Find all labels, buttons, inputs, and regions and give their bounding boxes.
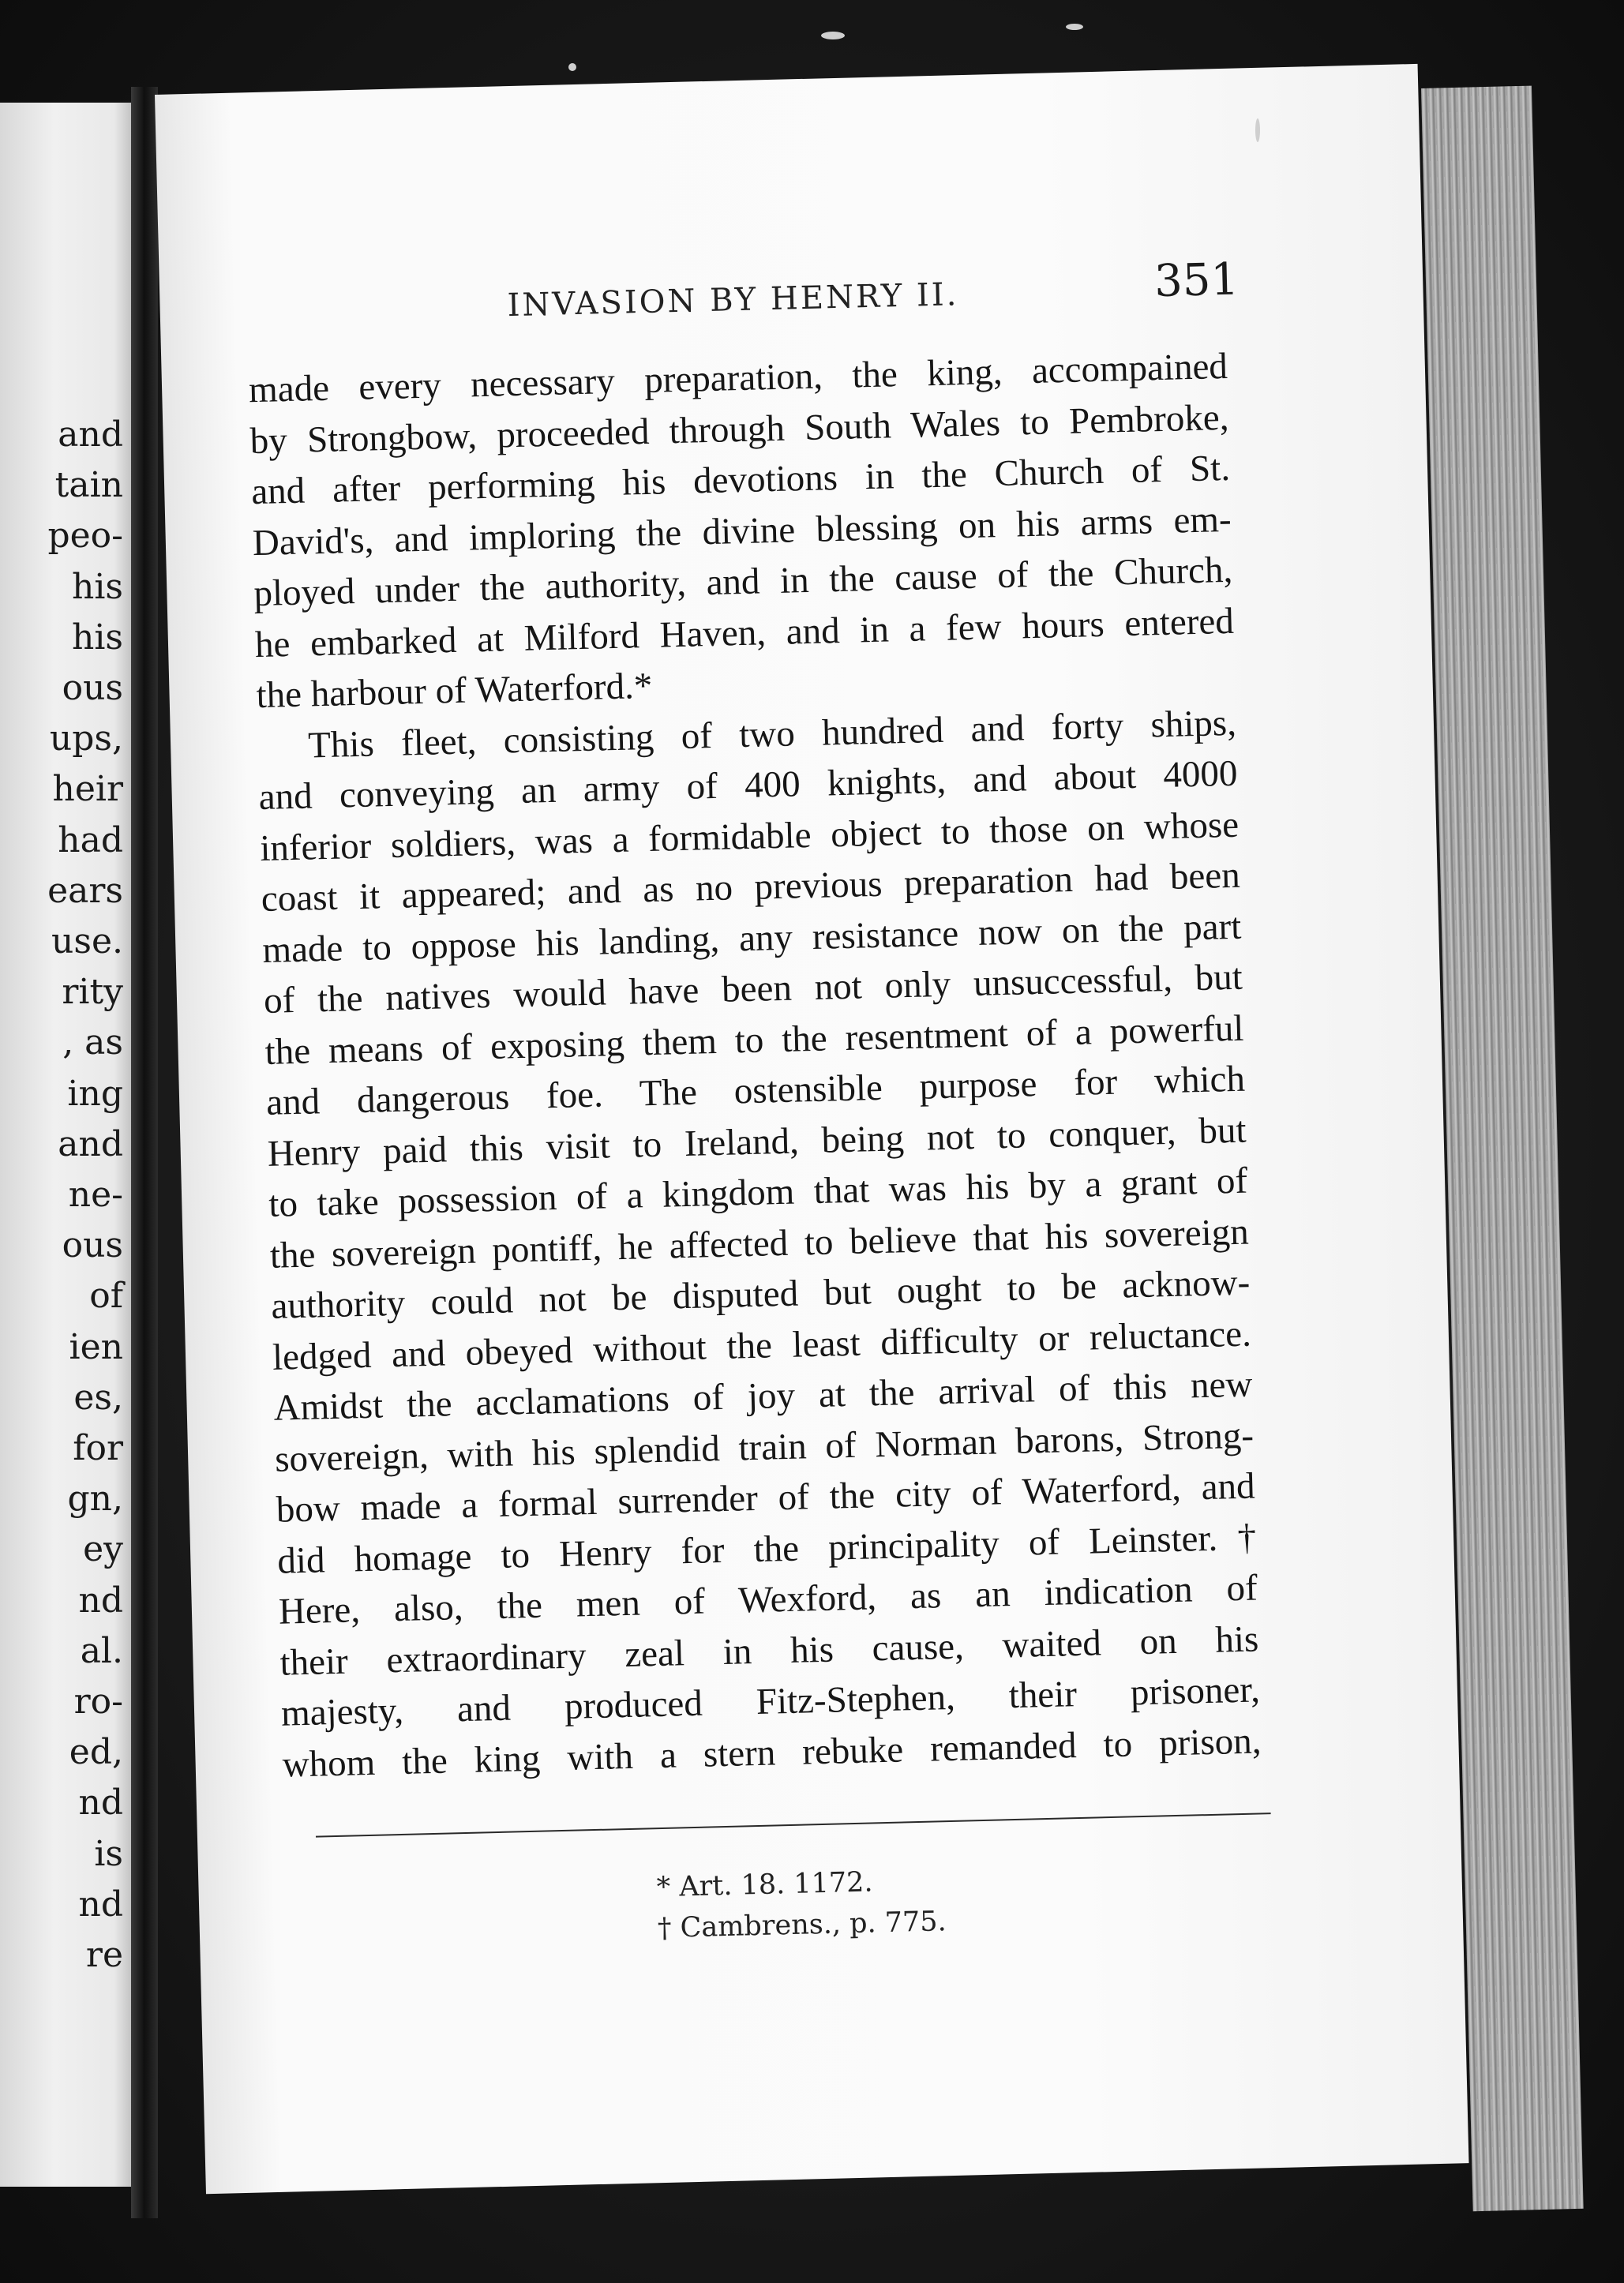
text-line: and dangerous foe. The ostensible purpose for which <box>265 1058 1246 1123</box>
dust-speck <box>1066 24 1083 30</box>
text-line: ployed under the authority, and in the cause of the Church, <box>253 549 1233 615</box>
text-line: by Strongbow, proceeded through South Wales to Pembroke, <box>249 396 1230 462</box>
left-page-text-fragment: ey <box>83 1529 123 1570</box>
text-line: made to oppose his landing, any resistance now on the part <box>261 905 1242 971</box>
left-page-text-fragment: es, <box>73 1377 123 1418</box>
left-page-text-fragment: had <box>58 819 123 860</box>
left-page-text-fragment: ing <box>67 1073 123 1114</box>
text-line: authority could not be disputed but ought to be acknow- <box>270 1261 1251 1327</box>
left-page-text-fragment: ous <box>62 668 123 708</box>
text-line: and after performing his devotions in the Church of St. <box>250 447 1231 513</box>
left-page-text-fragment: rity <box>62 972 123 1013</box>
left-page-text-fragment: is <box>94 1833 123 1874</box>
left-page-text-fragment: ears <box>47 870 123 911</box>
left-page-fragment <box>0 103 134 2187</box>
left-page-text-fragment: al. <box>80 1630 123 1671</box>
text-line: the harbour of Waterford.* <box>255 665 653 717</box>
text-line: ledged and obeyed without the least difficulty or reluctance. <box>272 1313 1252 1378</box>
text-line: This fleet, consisting of two hundred and forty ships, <box>307 702 1237 766</box>
footnote: † Cambrens., p. 775. <box>657 1906 947 1945</box>
body-text <box>248 341 1262 1790</box>
dust-speck <box>1255 118 1260 142</box>
left-page-text-fragment: of <box>89 1276 123 1317</box>
text-line: he embarked at Milford Haven, and in a few hours entered <box>254 600 1235 665</box>
left-page-text-fragment: , as <box>62 1022 123 1063</box>
text-line: Henry paid this visit to Ireland, being not to conquer, but <box>267 1109 1247 1175</box>
right-page <box>155 64 1469 2194</box>
left-page-text-fragment: peo- <box>47 515 123 557</box>
running-head: INVASION BY HENRY II. <box>507 276 959 324</box>
left-page-text-fragment: ed, <box>69 1732 123 1773</box>
left-page-text-fragment: ien <box>69 1326 123 1367</box>
text-line: inferior soldiers, was a formidable object to those on whose <box>259 804 1240 869</box>
left-page-text-fragment: ous <box>62 1225 123 1266</box>
left-page-text-fragment: and <box>58 1123 123 1164</box>
left-page-text-fragment: ro- <box>73 1681 123 1722</box>
left-page-text-fragment: heir <box>52 769 123 810</box>
footnote-rule <box>316 1813 1271 1838</box>
dust-speck <box>821 32 845 39</box>
left-page-text-fragment: re <box>85 1935 123 1975</box>
text-line: and conveying an army of 400 knights, and about 4000 <box>258 752 1239 819</box>
footnotes <box>656 1860 947 1949</box>
text-line: Here, also, the men of Wexford, as an indication of <box>278 1567 1258 1633</box>
left-page-text-fragment: for <box>73 1428 123 1468</box>
text-line: the sovereign pontiff, he affected to believe that his sovereign <box>269 1211 1250 1276</box>
text-line: to take possession of a kingdom that was his by a grant of <box>268 1160 1248 1225</box>
left-page-text-fragment: tain <box>54 465 123 506</box>
text-line: Amidst the acclamations of joy at the arrival of this new <box>273 1363 1253 1429</box>
text-line: coast it appeared; and as no previous preparation had been <box>261 854 1241 920</box>
text-line: whom the king with a stern rebuke remanded to prison, <box>282 1719 1262 1786</box>
text-line: made every necessary preparation, the king, accompained <box>248 345 1228 411</box>
left-page-text-fragment: nd <box>78 1783 123 1824</box>
left-page-text-fragment: use. <box>51 921 123 962</box>
dust-speck <box>568 63 576 71</box>
left-page-text-fragment: ne- <box>68 1175 123 1215</box>
text-line: did homage to Henry for the principality of Leinster.† <box>276 1516 1257 1582</box>
left-page-text-fragment: his <box>72 617 123 658</box>
text-line: their extraordinary zeal in his cause, waited on his <box>279 1618 1259 1684</box>
left-page-text-fragment: ups, <box>49 718 123 759</box>
text-line: bow made a formal surrender of the city of Waterford, and <box>276 1465 1256 1531</box>
text-line: sovereign, with his splendid train of Norman barons, Strong- <box>274 1415 1255 1480</box>
left-page-text-fragment: gn, <box>67 1479 123 1520</box>
footnote: * Art. 18. 1172. <box>656 1866 874 1904</box>
book-gutter <box>131 87 158 2218</box>
text-line: majesty, and produced Fitz-Stephen, their prisoner, <box>280 1669 1261 1734</box>
left-page-text-fragment: nd <box>78 1884 123 1925</box>
text-line: the means of exposing them to the resentment of a powerful <box>264 1007 1244 1073</box>
left-page-text-fragment: nd <box>78 1580 123 1621</box>
text-line: David's, and imploring the divine blessing on his arms em- <box>252 498 1232 564</box>
text-line: of the natives would have been not only unsuccessful, but <box>263 956 1243 1022</box>
left-page-text-fragment: his <box>72 566 123 607</box>
page-number: 351 <box>1153 253 1240 308</box>
left-page-text-fragment: and <box>58 414 123 455</box>
